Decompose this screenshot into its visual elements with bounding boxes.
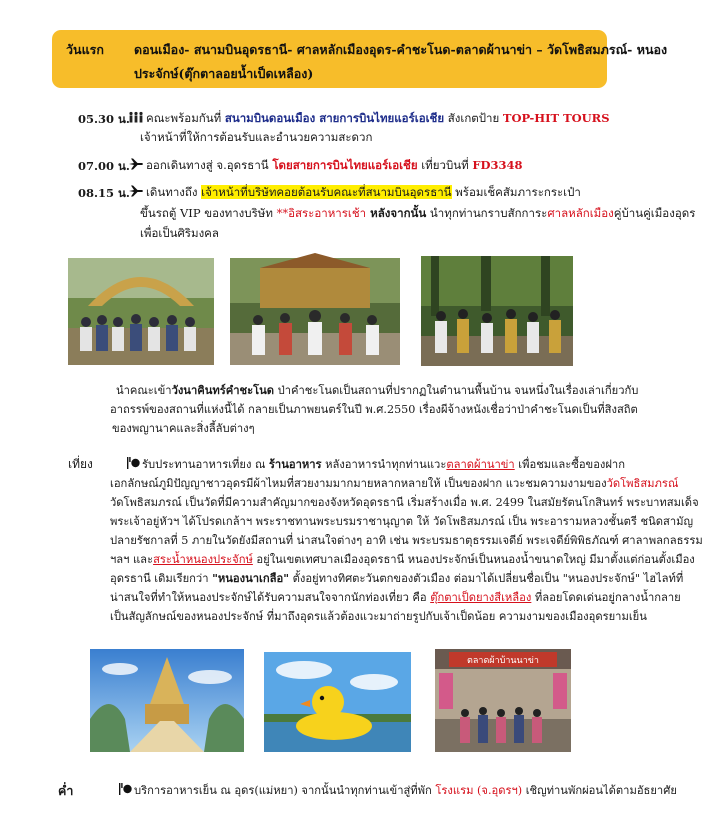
schedule-text: เดินทางถึง — [146, 185, 202, 199]
schedule-item-0815 — [128, 185, 581, 200]
schedule-text: สังเกตป้าย — [444, 111, 503, 125]
city-pillar-shrine: ศาลหลักเมือง — [547, 206, 614, 220]
schedule-text: คณะพร้อมกันที่ — [146, 111, 225, 125]
utensils-icon — [118, 783, 132, 795]
old-name: "หนองนาเกลือ" — [212, 571, 290, 585]
yellow-duck-photo — [264, 652, 411, 752]
lunch-line6 — [110, 550, 695, 569]
utensils-icon — [126, 457, 140, 469]
kham-line2: อาถรรพ์ของสถานที่แห่งนี้ได้ กลายเป็นภาพยนตร์ในปี พ.ศ.2550 เรื่องผีจ้างหนังเชื่อว่าป่าคำชะโนดเป็นที่สิงสถิต — [110, 403, 638, 416]
banner-title-line1: ดอนเมือง- สนามบินอุดรธานี- ศาลหลักเมืองอุดร-คำชะโนด-ตลาดผ้านาข่า – วัดโพธิสมภรณ์- หนอง — [134, 42, 668, 57]
schedule-time-0815: 08.15 น. — [78, 186, 130, 200]
schedule-time-0530: 05.30 น. — [78, 112, 130, 126]
airplane-icon — [128, 185, 144, 197]
lunch-line8 — [110, 588, 681, 607]
restaurant-name: ร้านอาหาร — [268, 457, 322, 471]
paragraph-text: ที่ลอยโดดเด่นอยู่กลางน้ำกลาย — [531, 591, 681, 604]
meeting-point: สนามบินดอนเมือง สายการบินไทยแอร์เอเชีย — [224, 111, 445, 125]
kham-line1 — [116, 381, 638, 400]
schedule-text: พร้อมเช็คสัมภาระกระเป๋า — [451, 185, 581, 199]
schedule-text: หลังจากนั้น — [366, 206, 427, 220]
paragraph-text: เพื่อชมและซื้อของฝาก — [514, 458, 625, 471]
dinner-line — [118, 781, 677, 800]
flight-number: FD3348 — [472, 158, 523, 172]
schedule-item-0530 — [128, 111, 610, 126]
hotel-name: โรงแรม (จ.อุดรฯ) — [435, 784, 523, 797]
paragraph-text: เชิญท่านพักผ่อนได้ตามอัธยาศัย — [522, 784, 677, 797]
banner-title-line2: ประจักษ์(ตุ๊กตาลอยน้ำเป็ดเหลือง) — [134, 66, 314, 81]
lunch-line5: ปลายรัชกาลที่ 5 ภายในวัดยังมีสถานที่ น่าสนใจต่างๆ อาทิ เช่น พระบรมธาตุธรรมเจดีย์ พระเจดีย์พิพิธภัณฑ์ ศาลาพลกลธรรม — [110, 534, 703, 547]
free-breakfast-note: **อิสระอาหารเช้า — [276, 206, 367, 220]
group-photo-arch — [68, 258, 214, 365]
lunch-label: เที่ยง — [68, 457, 93, 471]
paragraph-text: บริการอาหารเย็น ณ อุดร(แม่หยา) จากนั้นนำทุกท่านเข้าสู่ที่พัก — [134, 784, 436, 797]
paragraph-text: รับประทานอาหารเที่ยง ณ — [142, 458, 269, 471]
flight-label: เที่ยวบินที่ — [417, 158, 473, 172]
people-group-icon — [128, 111, 144, 123]
group-photo-forest — [421, 256, 573, 366]
wat-pho-name: วัดโพธิสมภรณ์ — [606, 477, 679, 490]
lunch-line3: วัดโพธิสมภรณ์ เป็นวัดที่มีความสำคัญมากของจังหวัดอุดรธานี เริ่มสร้างเมื่อ พ.ศ. 2499 ในสมัยรัตนโกสินทร์ พระบาทสมเด็จ — [110, 496, 699, 509]
highlighted-welcome: เจ้าหน้าที่บริษัทคอยต้อนรับคณะที่สนามบินอุดรธานี — [201, 185, 452, 199]
day-banner — [52, 30, 668, 88]
paragraph-text: นำคณะเข้า — [116, 384, 172, 397]
paragraph-text: อุดรธานี เดิมเรียกว่า — [110, 572, 213, 585]
lunch-line1 — [126, 455, 625, 474]
schedule-line3: เพื่อเป็นศิริมงคล — [140, 226, 219, 240]
nong-prajak-name: สระน้ำหนองประจักษ์ — [153, 553, 253, 566]
lunch-line4: พระเจ้าอยู่หัวฯ ได้โปรดเกล้าฯ พระราชทานพระบรมราชานุญาต ให้ วัดโพธิสมภรณ์ เป็น พระอารามหลวงชั้นตรี ชนิดสามัญ — [110, 515, 694, 528]
lunch-line7 — [110, 569, 683, 588]
temple-naga-photo — [90, 649, 244, 752]
naka-market-link[interactable]: ตลาดผ้านาข่า — [446, 458, 515, 471]
lunch-line2 — [110, 474, 678, 493]
brand-sign: TOP-HIT TOURS — [502, 111, 610, 125]
paragraph-text: ฯลฯ และ — [110, 553, 154, 566]
kham-chanod-name: วังนาคินทร์คำชะโนด — [171, 383, 275, 397]
paragraph-text: หลังอาหารนำทุกท่านแวะ — [321, 458, 447, 471]
day-label: วันแรก — [66, 42, 104, 57]
paragraph-text: อยู่ในเขตเทศบาลเมืองอุดรธานี หนองประจักษ์เป็นหนองน้ำขนาดใหญ่ มีมาตั้งแต่ก่อนตั้งเมือง — [252, 553, 695, 566]
market-sign: ตลาดผ้าบ้านนาข่า — [467, 656, 539, 666]
paragraph-text: เอกลักษณ์ภูมิปัญญาชาวอุดรมีผ้าไหมที่สวยงามมากมายหลากหลายให้ เป็นของฝาก แวะชมความงามของ — [110, 477, 607, 490]
schedule-text: ขึ้นรถตู้ VIP ของทางบริษัท — [140, 206, 277, 220]
schedule-text: นำทุกท่านกราบสักการะ — [426, 206, 548, 220]
yellow-duck-name: ตุ๊กตาเป็ดยางสีเหลือง — [430, 591, 532, 604]
kham-line3: ของพญานาคและสิ่งลี้ลับต่างๆ — [112, 422, 255, 435]
airplane-icon — [128, 158, 144, 170]
schedule-time-0700: 07.00 น. — [78, 159, 130, 173]
schedule-line2: เจ้าหน้าที่ให้การต้อนรับและอำนวยความสะดวก — [140, 130, 373, 144]
paragraph-text: ป่าคำชะโนดเป็นสถานที่ปรากฏในตำนานพื้นบ้าน จนหนึ่งในเรื่องเล่าเกี่ยวกับ — [274, 384, 639, 397]
group-photo-shrine — [230, 258, 400, 365]
schedule-text: ออกเดินทางสู่ จ.อุดรธานี — [146, 158, 273, 172]
naka-market-photo — [435, 649, 571, 752]
dinner-label: ค่ำ — [58, 783, 74, 798]
schedule-line2 — [140, 206, 695, 221]
paragraph-text: ตั้งอยู่ทางทิศตะวันตกของตัวเมือง ต่อมาได้เปลี่ยนชื่อเป็น "หนองประจักษ์" ไฮไลท์ที่ — [289, 572, 684, 585]
lunch-line9: เป็นสัญลักษณ์ของหนองประจักษ์ ที่มาถึงอุดรแล้วต้องแวะมาถ่ายรูปกับเจ้าเป็ดน้อย ความงามของเมืองอุดรยามเย็น — [110, 610, 647, 623]
schedule-text: คู่บ้านคู่เมืองอุดร — [613, 206, 696, 220]
paragraph-text: น่าสนใจที่ทำให้หนองประจักษ์ได้รับความสนใจจากนักท่องเที่ยว คือ — [110, 591, 431, 604]
schedule-item-0700 — [128, 158, 523, 173]
airline-name: โดยสายการบินไทยแอร์เอเชีย — [272, 158, 418, 172]
